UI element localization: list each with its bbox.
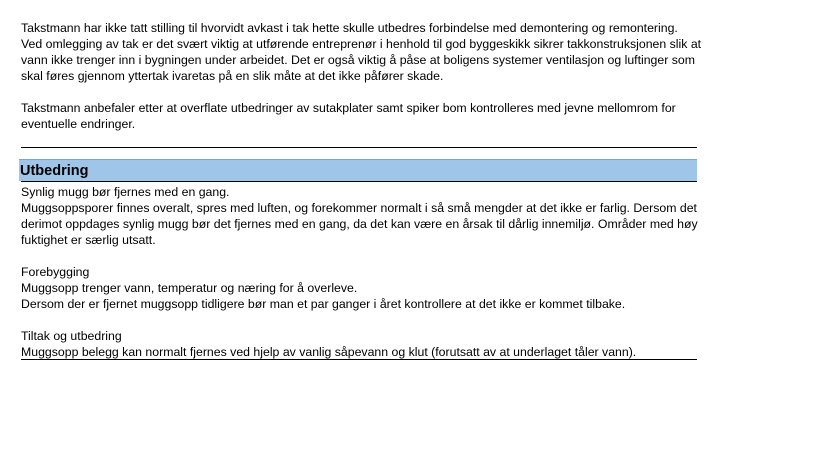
section-header [19,159,697,181]
text-line: Takstmann har ikke tatt stilling til hvorvidt avkast i tak hette skulle utbedres forbindelse med demontering og remontering. [21,21,678,35]
text-line: skal føres gjennom yttertak ivaretas på en slik måte at det ikke påfører skade. [21,69,444,83]
measures-paragraph [21,328,636,360]
text-line: Muggsoppsporer finnes overalt, spres med luften, og forekommer normalt i så små mengder at det ikke er farlig. Dersom det [21,201,697,215]
mold-paragraph [21,184,698,248]
text-line: Muggsopp trenger vann, temperatur og næring for å overleve. [21,281,358,295]
subheading-prevention: Forebygging [21,265,90,279]
divider-line [21,359,697,360]
text-line: Ved omlegging av tak er det svært viktig at utførende entreprenør i henhold til god byggeskikk sikrer takkonstruksjonen slik at [21,37,702,51]
text-line: eventuelle endringer. [21,117,136,131]
text-line: fuktighet er særlig utsatt. [21,233,156,247]
text-line: Synlig mugg bør fjernes med en gang. [21,185,230,199]
divider-line [21,181,697,182]
intro-paragraph [21,20,701,84]
text-line: Muggsopp belegg kan normalt fjernes ved hjelp av vanlig såpevann og klut (forutsatt av at underlaget tåler vann). [21,345,637,359]
text-line: Dersom der er fjernet muggsopp tidligere bør man et par ganger i året kontrollere at det ikke er kommet tilbake. [21,297,626,311]
text-line: vann ikke trenger inn i bygningen under arbeidet. Det er også viktig å påse at boligens systemer ventilasjon og luftinger som [21,53,695,67]
subheading-measures: Tiltak og utbedring [21,329,122,343]
prevention-paragraph [21,264,625,312]
recommendation-paragraph [21,100,676,132]
text-line: Takstmann anbefaler etter at overflate utbedringer av sutakplater samt spiker bom kontrolleres med jevne mellomrom for [21,101,676,115]
section-title: Utbedring [20,163,89,179]
divider-line [21,147,697,148]
text-line: derimot oppdages synlig mugg bør det fjernes med en gang, da det kan være en årsak til dårlig innemiljø. Områder med høy [21,217,698,231]
